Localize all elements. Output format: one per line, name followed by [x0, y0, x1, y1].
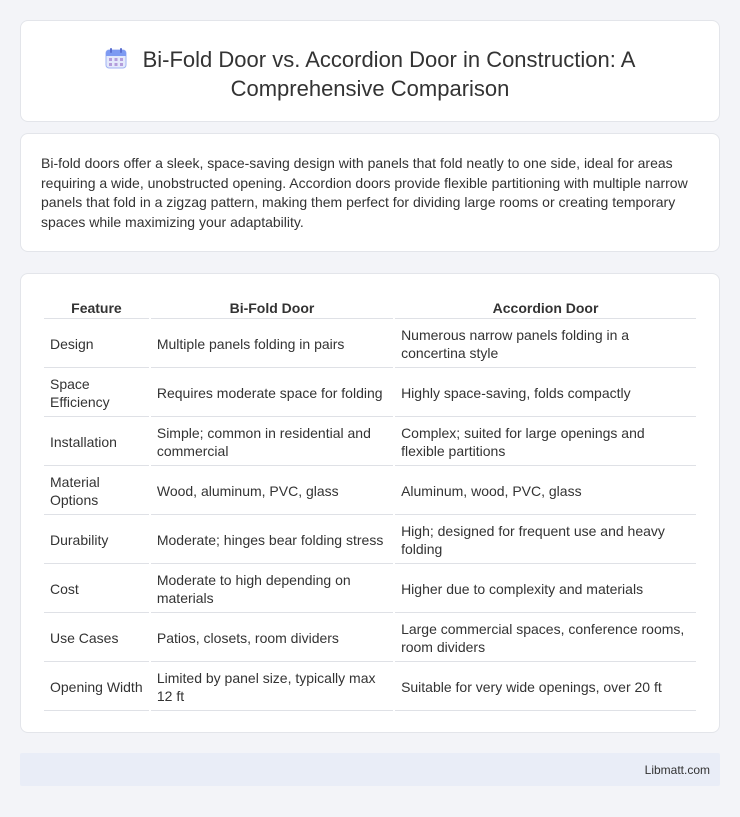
accordion-cell: High; designed for frequent use and heavy folding: [395, 517, 696, 564]
bifold-cell: Patios, closets, room dividers: [151, 615, 393, 662]
accordion-cell: Suitable for very wide openings, over 20 ft: [395, 664, 696, 711]
feature-cell: Material Options: [44, 468, 149, 515]
table-row: [44, 321, 696, 368]
title-card: [20, 20, 720, 122]
feature-cell: Cost: [44, 566, 149, 613]
bifold-cell: Wood, aluminum, PVC, glass: [151, 468, 393, 515]
comparison-card: [20, 273, 720, 733]
calendar-icon: [105, 47, 127, 69]
feature-cell: Durability: [44, 517, 149, 564]
accordion-cell: Aluminum, wood, PVC, glass: [395, 468, 696, 515]
comparison-table: [42, 294, 698, 713]
accordion-cell: Higher due to complexity and materials: [395, 566, 696, 613]
feature-cell: Installation: [44, 419, 149, 466]
footer-site-link[interactable]: Libmatt.com: [644, 763, 710, 777]
table-row: [44, 615, 696, 662]
feature-cell: Use Cases: [44, 615, 149, 662]
table-row: [44, 664, 696, 711]
table-row: [44, 517, 696, 564]
bifold-cell: Limited by panel size, typically max 12 ft: [151, 664, 393, 711]
page-title: Bi-Fold Door vs. Accordion Door in Construction: A Comprehensive Comparison: [142, 47, 636, 101]
header-bifold: Bi-Fold Door: [151, 296, 393, 319]
accordion-cell: Large commercial spaces, conference rooms, room dividers: [395, 615, 696, 662]
table-row: [44, 370, 696, 417]
intro-card: [20, 133, 720, 252]
feature-cell: Design: [44, 321, 149, 368]
bifold-cell: Requires moderate space for folding: [151, 370, 393, 417]
accordion-cell: Highly space-saving, folds compactly: [395, 370, 696, 417]
bifold-cell: Moderate; hinges bear folding stress: [151, 517, 393, 564]
bifold-cell: Simple; common in residential and commercial: [151, 419, 393, 466]
accordion-cell: Numerous narrow panels folding in a concertina style: [395, 321, 696, 368]
bifold-cell: Moderate to high depending on materials: [151, 566, 393, 613]
footer-bar: [20, 753, 720, 786]
table-row: [44, 468, 696, 515]
accordion-cell: Complex; suited for large openings and flexible partitions: [395, 419, 696, 466]
title-wrap: [51, 45, 689, 103]
feature-cell: Space Efficiency: [44, 370, 149, 417]
bifold-cell: Multiple panels folding in pairs: [151, 321, 393, 368]
intro-paragraph: Bi-fold doors offer a sleek, space-saving design with panels that fold neatly to one side, ideal for areas requiring a wide, unobstructed opening. Accordion doors provide flexible partitioning with multiple narrow panels that fold in a zigzag pattern, making them perfect for dividing large rooms or creating temporary spaces while maximizing your adaptability.: [41, 155, 688, 230]
header-feature: Feature: [44, 296, 149, 319]
feature-cell: Opening Width: [44, 664, 149, 711]
header-accordion: Accordion Door: [395, 296, 696, 319]
table-row: [44, 419, 696, 466]
table-header-row: [44, 296, 696, 319]
table-row: [44, 566, 696, 613]
